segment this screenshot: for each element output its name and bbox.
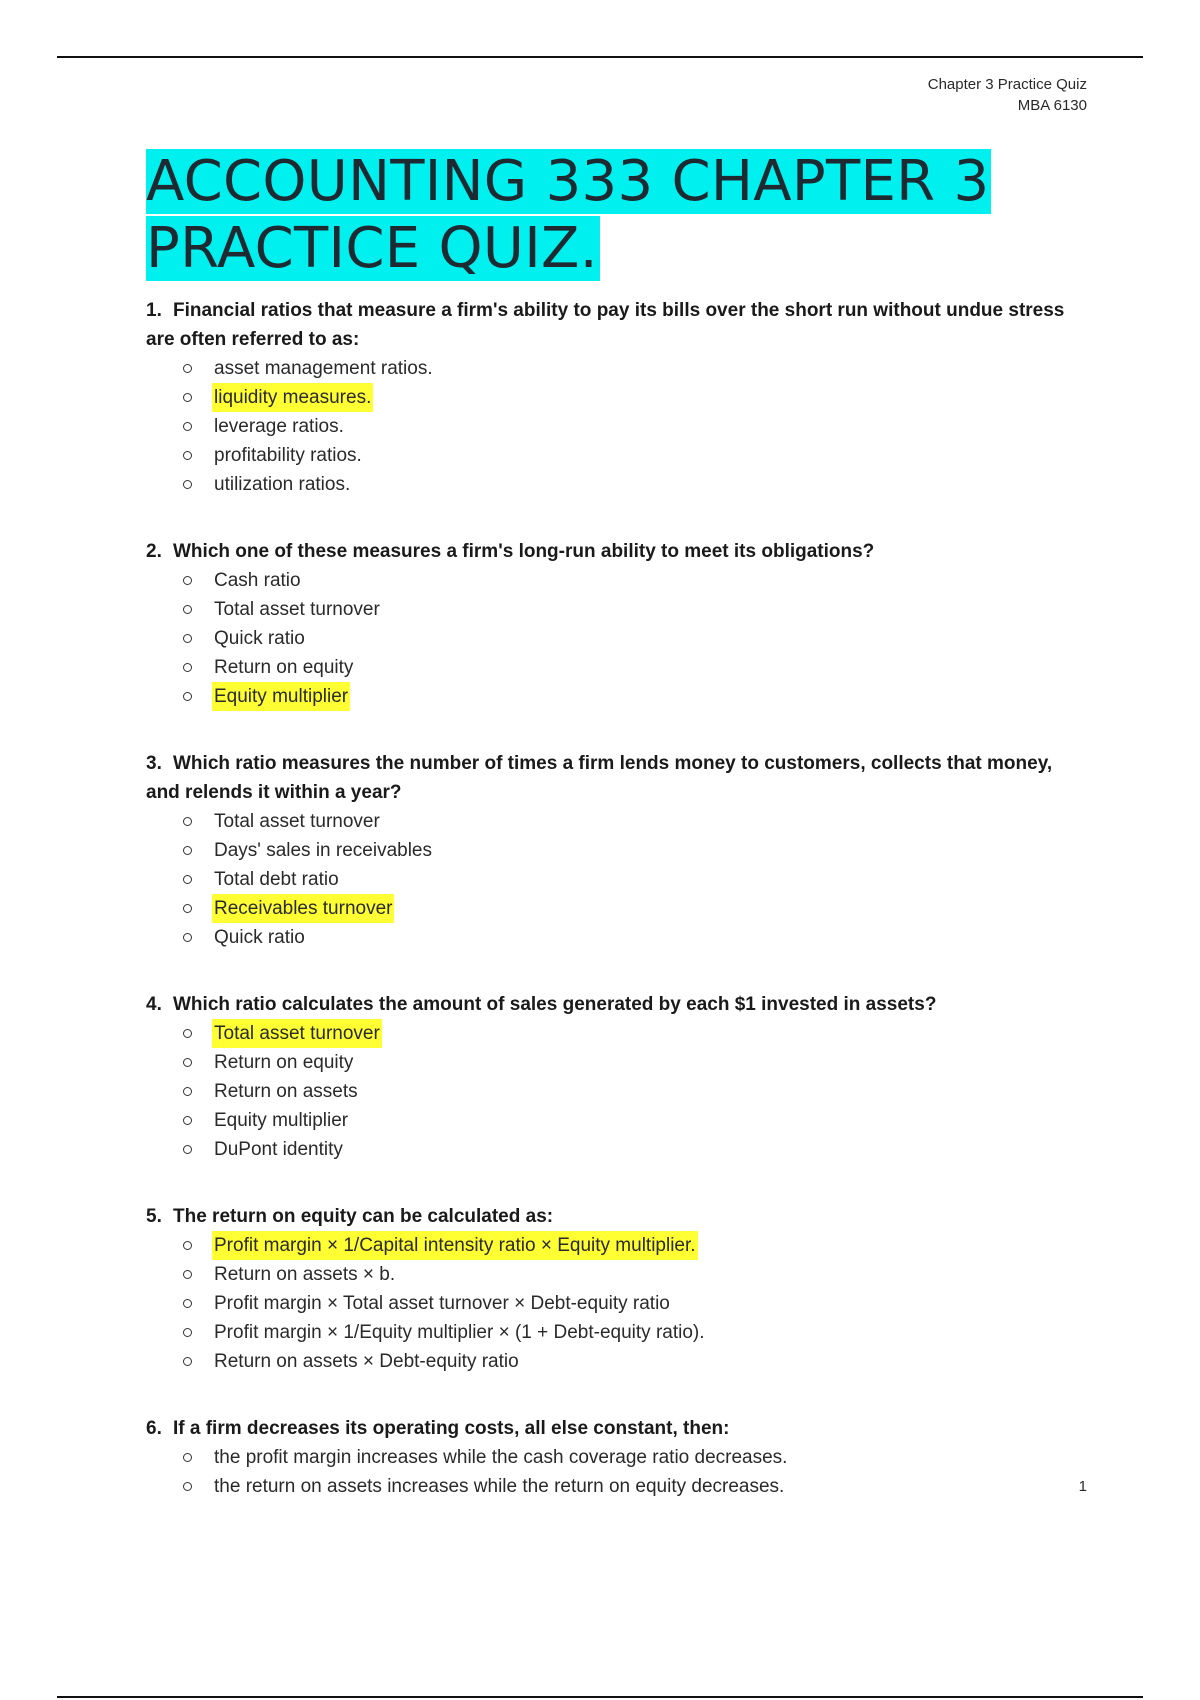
answer-options bbox=[146, 354, 1086, 499]
title-line-1: ACCOUNTING 333 CHAPTER 3 bbox=[146, 149, 990, 214]
question-number: 6. bbox=[146, 1418, 162, 1439]
answer-option bbox=[183, 1048, 1086, 1077]
answer-option bbox=[183, 1289, 1086, 1318]
circle-bullet-icon bbox=[183, 1328, 192, 1337]
answer-text: Return on equity bbox=[214, 657, 354, 678]
question-prompt: Which one of these measures a firm's long-run ability to meet its obligations? bbox=[173, 541, 875, 562]
circle-bullet-icon bbox=[183, 634, 192, 643]
answer-option bbox=[183, 836, 1086, 865]
answer-option bbox=[183, 1077, 1086, 1106]
answer-options bbox=[146, 1443, 1086, 1501]
question-text bbox=[146, 990, 1086, 1019]
answer-text: the profit margin increases while the cash coverage ratio decreases. bbox=[214, 1447, 788, 1468]
answer-option bbox=[183, 354, 1086, 383]
page-header bbox=[928, 74, 1087, 116]
answer-option bbox=[183, 1472, 1086, 1501]
circle-bullet-icon bbox=[183, 875, 192, 884]
answer-options bbox=[146, 1019, 1086, 1164]
circle-bullet-icon bbox=[183, 1116, 192, 1125]
circle-bullet-icon bbox=[183, 576, 192, 585]
answer-option bbox=[183, 923, 1086, 952]
question-block bbox=[146, 1414, 1086, 1501]
answer-text: profitability ratios. bbox=[214, 445, 362, 466]
answer-option bbox=[183, 653, 1086, 682]
answer-option-correct bbox=[183, 682, 1086, 711]
answer-option bbox=[183, 595, 1086, 624]
answer-option-correct bbox=[183, 1019, 1086, 1048]
answer-text: Profit margin × Total asset turnover × Debt-equity ratio bbox=[214, 1293, 670, 1314]
answer-option bbox=[183, 624, 1086, 653]
highlighted-answer-text: Total asset turnover bbox=[212, 1019, 382, 1048]
circle-bullet-icon bbox=[183, 1058, 192, 1067]
answer-option bbox=[183, 1318, 1086, 1347]
circle-bullet-icon bbox=[183, 451, 192, 460]
circle-bullet-icon bbox=[183, 605, 192, 614]
title-line-2: PRACTICE QUIZ. bbox=[146, 216, 598, 281]
circle-bullet-icon bbox=[183, 933, 192, 942]
question-number: 1. bbox=[146, 300, 162, 321]
circle-bullet-icon bbox=[183, 846, 192, 855]
answer-option bbox=[183, 566, 1086, 595]
question-block bbox=[146, 537, 1086, 711]
question-prompt: Which ratio measures the number of times a firm lends money to customers, collects that money, and relends it within a year? bbox=[146, 753, 1053, 803]
circle-bullet-icon bbox=[183, 1145, 192, 1154]
answer-text: Quick ratio bbox=[214, 927, 305, 948]
answer-option bbox=[183, 470, 1086, 499]
answer-options bbox=[146, 1231, 1086, 1376]
answer-option bbox=[183, 441, 1086, 470]
answer-text: Cash ratio bbox=[214, 570, 301, 591]
question-text bbox=[146, 1202, 1086, 1231]
answer-text: Total asset turnover bbox=[214, 811, 380, 832]
page-title bbox=[146, 148, 1086, 282]
question-text bbox=[146, 296, 1086, 354]
question-number: 5. bbox=[146, 1206, 162, 1227]
answer-text: Return on equity bbox=[214, 1052, 354, 1073]
question-text bbox=[146, 537, 1086, 566]
bottom-rule bbox=[57, 1696, 1143, 1698]
answer-option bbox=[183, 1106, 1086, 1135]
question-block bbox=[146, 749, 1086, 952]
answer-option bbox=[183, 1260, 1086, 1289]
circle-bullet-icon bbox=[183, 1299, 192, 1308]
answer-options bbox=[146, 566, 1086, 711]
highlighted-answer-text: Receivables turnover bbox=[212, 894, 394, 923]
answer-option bbox=[183, 1135, 1086, 1164]
answer-text: Equity multiplier bbox=[214, 1110, 349, 1131]
circle-bullet-icon bbox=[183, 1029, 192, 1038]
circle-bullet-icon bbox=[183, 904, 192, 913]
quiz-content bbox=[146, 148, 1086, 1501]
answer-option bbox=[183, 412, 1086, 441]
question-block bbox=[146, 990, 1086, 1164]
circle-bullet-icon bbox=[183, 1087, 192, 1096]
circle-bullet-icon bbox=[183, 393, 192, 402]
answer-text: DuPont identity bbox=[214, 1139, 343, 1160]
highlighted-answer-text: Equity multiplier bbox=[212, 682, 350, 711]
question-number: 4. bbox=[146, 994, 162, 1015]
circle-bullet-icon bbox=[183, 1453, 192, 1462]
top-rule bbox=[57, 56, 1143, 58]
question-text bbox=[146, 749, 1086, 807]
answer-option-correct bbox=[183, 894, 1086, 923]
question-block bbox=[146, 1202, 1086, 1376]
circle-bullet-icon bbox=[183, 364, 192, 373]
answer-text: leverage ratios. bbox=[214, 416, 344, 437]
answer-option bbox=[183, 1347, 1086, 1376]
circle-bullet-icon bbox=[183, 1482, 192, 1491]
answer-option bbox=[183, 1443, 1086, 1472]
answer-text: Total asset turnover bbox=[214, 599, 380, 620]
circle-bullet-icon bbox=[183, 1357, 192, 1366]
question-prompt: Which ratio calculates the amount of sales generated by each $1 invested in assets? bbox=[173, 994, 937, 1015]
header-course-code: MBA 6130 bbox=[1017, 97, 1087, 114]
question-prompt: The return on equity can be calculated as: bbox=[173, 1206, 554, 1227]
answer-text: Quick ratio bbox=[214, 628, 305, 649]
answer-text: Return on assets bbox=[214, 1081, 358, 1102]
question-list bbox=[146, 296, 1086, 1501]
circle-bullet-icon bbox=[183, 692, 192, 701]
circle-bullet-icon bbox=[183, 817, 192, 826]
question-prompt: Financial ratios that measure a firm's ability to pay its bills over the short run without undue stress are often referred to as: bbox=[146, 300, 1065, 350]
answer-text: Profit margin × 1/Equity multiplier × (1 + Debt-equity ratio). bbox=[214, 1322, 705, 1343]
highlighted-answer-text: Profit margin × 1/Capital intensity ratio × Equity multiplier. bbox=[212, 1231, 698, 1260]
answer-text: the return on assets increases while the return on equity decreases. bbox=[214, 1476, 785, 1497]
answer-option-correct bbox=[183, 1231, 1086, 1260]
circle-bullet-icon bbox=[183, 663, 192, 672]
answer-text: utilization ratios. bbox=[214, 474, 351, 495]
circle-bullet-icon bbox=[183, 1241, 192, 1250]
circle-bullet-icon bbox=[183, 422, 192, 431]
question-block bbox=[146, 296, 1086, 499]
answer-options bbox=[146, 807, 1086, 952]
question-prompt: If a firm decreases its operating costs, all else constant, then: bbox=[173, 1418, 730, 1439]
answer-text: Return on assets × Debt-equity ratio bbox=[214, 1351, 519, 1372]
question-number: 2. bbox=[146, 541, 162, 562]
question-number: 3. bbox=[146, 753, 162, 774]
answer-text: Total debt ratio bbox=[214, 869, 339, 890]
circle-bullet-icon bbox=[183, 480, 192, 489]
answer-text: Days' sales in receivables bbox=[214, 840, 432, 861]
header-course-title: Chapter 3 Practice Quiz bbox=[927, 76, 1087, 93]
question-text bbox=[146, 1414, 1086, 1443]
answer-option-correct bbox=[183, 383, 1086, 412]
circle-bullet-icon bbox=[183, 1270, 192, 1279]
highlighted-answer-text: liquidity measures. bbox=[212, 383, 373, 412]
answer-text: asset management ratios. bbox=[214, 358, 433, 379]
page-number: 1 bbox=[1078, 1478, 1087, 1495]
answer-text: Return on assets × b. bbox=[214, 1264, 396, 1285]
answer-option bbox=[183, 807, 1086, 836]
answer-option bbox=[183, 865, 1086, 894]
